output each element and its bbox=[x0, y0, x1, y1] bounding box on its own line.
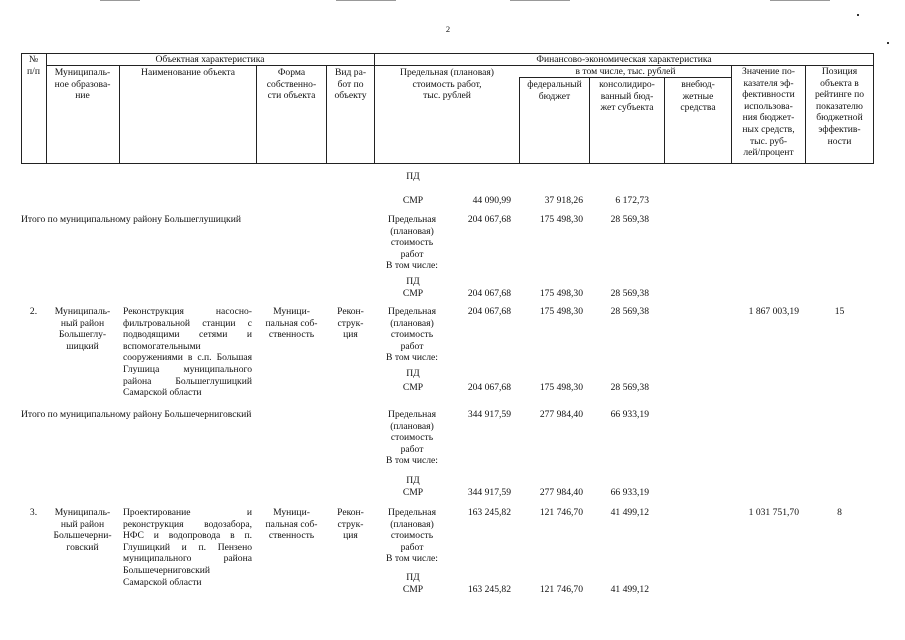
smr-total: 344 917,59 bbox=[467, 487, 511, 498]
header-including: в том числе, тыс. рублей bbox=[575, 66, 676, 77]
smr-federal: 175 498,30 bbox=[539, 382, 583, 393]
row-work-type: Рекон- струк- ция bbox=[337, 306, 364, 341]
smr-federal: 175 498,30 bbox=[539, 288, 583, 299]
smr-consolidated: 28 569,38 bbox=[610, 382, 649, 393]
row-work-type: Рекон- струк- ция bbox=[337, 507, 364, 542]
row-consolidated: 41 499,12 bbox=[610, 507, 649, 518]
subtotal-consolidated: 28 569,38 bbox=[610, 214, 649, 225]
row-rank: 8 bbox=[837, 507, 842, 518]
row-efficiency: 1 031 751,70 bbox=[748, 507, 799, 518]
row-consolidated: 28 569,38 bbox=[610, 306, 649, 317]
subtotal-total: 344 917,59 bbox=[467, 409, 511, 420]
row-object-name: Проектирование и реконструкция водозабора, НФС и водопровода в п. Глушицкий и п. Пензено муниципального района Большечерниговский Самарской области bbox=[123, 507, 252, 588]
page-number: 2 bbox=[445, 24, 451, 34]
header-object-group: Объектная характеристика bbox=[155, 54, 265, 65]
scan-dot bbox=[887, 42, 889, 44]
header-object-name: Наименование объекта bbox=[141, 67, 235, 78]
smr-label: СМР bbox=[402, 584, 424, 595]
subtotal-consolidated: 66 933,19 bbox=[610, 409, 649, 420]
pd-label: ПД bbox=[406, 475, 420, 486]
header-consolidated: консолидиро- ванный бюд- жет субъекта bbox=[599, 79, 655, 114]
row-federal: 175 498,30 bbox=[539, 306, 583, 317]
header-rank: Позиция объекта в рейтинге по показателю бюджетной эффектив- ности bbox=[814, 66, 865, 147]
smr-federal: 121 746,70 bbox=[539, 584, 583, 595]
row-number: 2. bbox=[29, 306, 38, 317]
smr-label: СМР bbox=[402, 195, 424, 206]
smr-total: 204 067,68 bbox=[467, 382, 511, 393]
smr-total: 163 245,82 bbox=[467, 584, 511, 595]
header-max-cost: Предельная (плановая) стоимость работ, тыс. рублей bbox=[400, 67, 494, 102]
smr-federal: 277 984,40 bbox=[539, 487, 583, 498]
smr-consolidated: 66 933,19 bbox=[610, 487, 649, 498]
pd-label: ПД bbox=[406, 276, 420, 287]
max-cost-label: Предельная (плановая) стоимость работ В том числе: bbox=[386, 214, 438, 272]
header-work-type: Вид ра- бот по объекту bbox=[334, 67, 367, 102]
pd-label: ПД bbox=[406, 572, 420, 583]
smr-federal: 37 918,26 bbox=[544, 195, 583, 206]
header-municipality: Муниципаль- ное образова- ние bbox=[54, 67, 111, 102]
row-federal: 121 746,70 bbox=[539, 507, 583, 518]
row-total: 204 067,68 bbox=[467, 306, 511, 317]
smr-total: 44 090,99 bbox=[472, 195, 511, 206]
row-rank: 15 bbox=[834, 306, 845, 317]
header-federal: федеральный бюджет bbox=[527, 79, 582, 102]
header-ownership: Форма собственно- сти объекта bbox=[266, 67, 317, 102]
smr-label: СМР bbox=[402, 487, 424, 498]
pd-label: ПД bbox=[406, 171, 420, 182]
smr-label: СМР bbox=[402, 382, 424, 393]
row-object-name: Реконструкция насосно-фильтровальной станции с подводящими сетями и вспомогательными сооружениями в с.п. Большая Глушица муниципального района Большеглушицкий Самарской области bbox=[123, 306, 252, 399]
header-num-pp: п/п bbox=[27, 66, 40, 77]
subtotal-federal: 277 984,40 bbox=[539, 409, 583, 420]
scan-edge-mark bbox=[510, 0, 570, 1]
subtotal-total: 204 067,68 bbox=[467, 214, 511, 225]
scan-edge-mark bbox=[100, 0, 140, 1]
smr-label: СМР bbox=[402, 288, 424, 299]
row-ownership: Муници- пальная соб- ственность bbox=[265, 306, 318, 341]
subtotal-federal: 175 498,30 bbox=[539, 214, 583, 225]
max-cost-label: Предельная (плановая) стоимость работ В том числе: bbox=[386, 306, 438, 364]
row-number: 3. bbox=[29, 507, 38, 518]
subtotal-title: Итого по муниципальному району Большечерниговский bbox=[21, 409, 252, 420]
smr-consolidated: 28 569,38 bbox=[610, 288, 649, 299]
scan-edge-mark bbox=[770, 0, 830, 1]
header-finance-group: Финансово-экономическая характеристика bbox=[536, 54, 712, 65]
scan-dot bbox=[857, 14, 859, 16]
row-total: 163 245,82 bbox=[467, 507, 511, 518]
pd-label: ПД bbox=[406, 368, 420, 379]
smr-consolidated: 41 499,12 bbox=[610, 584, 649, 595]
subtotal-title: Итого по муниципальному району Большеглушицкий bbox=[21, 214, 241, 225]
row-efficiency: 1 867 003,19 bbox=[748, 306, 799, 317]
header-efficiency: Значение по- казателя эф- фективности использова- ния бюджет- ных средств, тыс. руб- лей/процент bbox=[742, 66, 795, 159]
header-extrabudget: внебюд- жетные средства bbox=[680, 79, 716, 114]
row-ownership: Муници- пальная соб- ственность bbox=[265, 507, 318, 542]
row-municipality: Муниципаль- ный район Большеглу- шицкий bbox=[54, 306, 111, 352]
max-cost-label: Предельная (плановая) стоимость работ В том числе: bbox=[386, 409, 438, 467]
max-cost-label: Предельная (плановая) стоимость работ В том числе: bbox=[386, 507, 438, 565]
scan-edge-mark bbox=[336, 0, 396, 1]
smr-consolidated: 6 172,73 bbox=[615, 195, 649, 206]
smr-total: 204 067,68 bbox=[467, 288, 511, 299]
row-municipality: Муниципаль- ный район Большечерни- говский bbox=[53, 507, 112, 553]
header-num: № bbox=[28, 54, 39, 65]
